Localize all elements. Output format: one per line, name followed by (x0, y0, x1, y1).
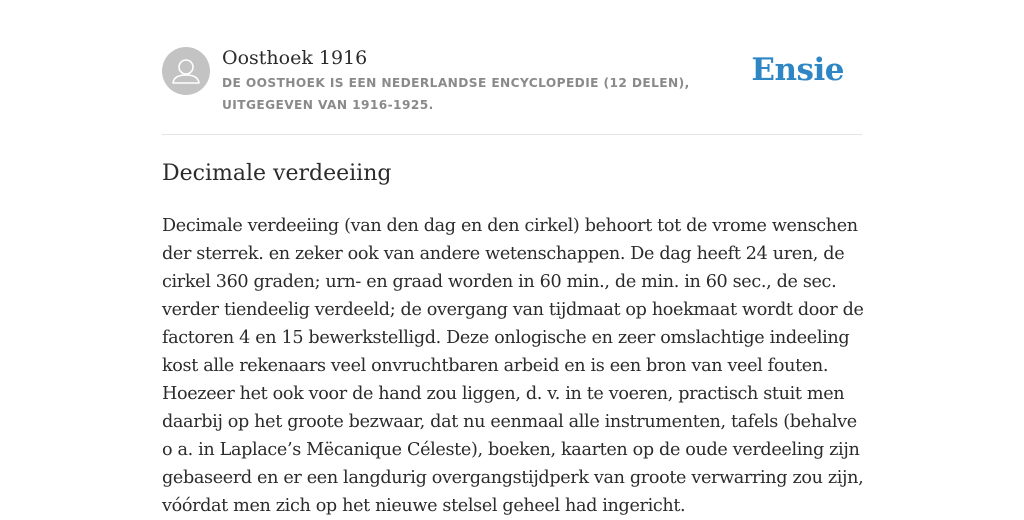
source-description: DE OOSTHOEK IS EEN NEDERLANDSE ENCYCLOPEDIE (12 DELEN), UITGEGEVEN VAN 1916-1925. (222, 76, 690, 112)
article-title: Decimale verdeeiing (162, 161, 392, 186)
user-icon (162, 47, 210, 95)
article-body: Decimale verdeeiing (van den dag en den cirkel) behoort tot de vrome wenschen der sterrek. en zeker ook van andere wetenschappen. De dag heeft 24 uren, de cirkel 360 graden; urn- en graad worden in 60 min., de min. in 60 sec., de sec. verder tiendeelig verdeeld; de overgang van tijdmaat op hoekmaat wordt door de factoren 4 en 15 bewerkstelligd. Deze onlogische en zeer omslachtige indeeling kost alle rekenaars veel onvruchtbaren arbeid en is een bron van veel fouten. Hoezeer het ook voor de hand zou liggen, d. v. in te voeren, practisch stuit men daarbij op het groote bezwaar, dat nu eenmaal alle instrumenten, tafels (behalve o a. in Laplace’s Mëcanique Céleste), boeken, kaarten op de oude verdeeling zijn gebaseerd en er een langdurig overgangstijdperk van groote verwarring zou zijn, vóórdat men zich op het nieuwe stelsel geheel had ingericht. (162, 216, 864, 516)
source-title[interactable]: Oosthoek 1916 (222, 47, 368, 69)
page-content (162, 0, 864, 516)
source-header (162, 0, 862, 135)
avatar[interactable] (162, 47, 210, 95)
ensie-logo[interactable]: Ensie (751, 52, 844, 88)
